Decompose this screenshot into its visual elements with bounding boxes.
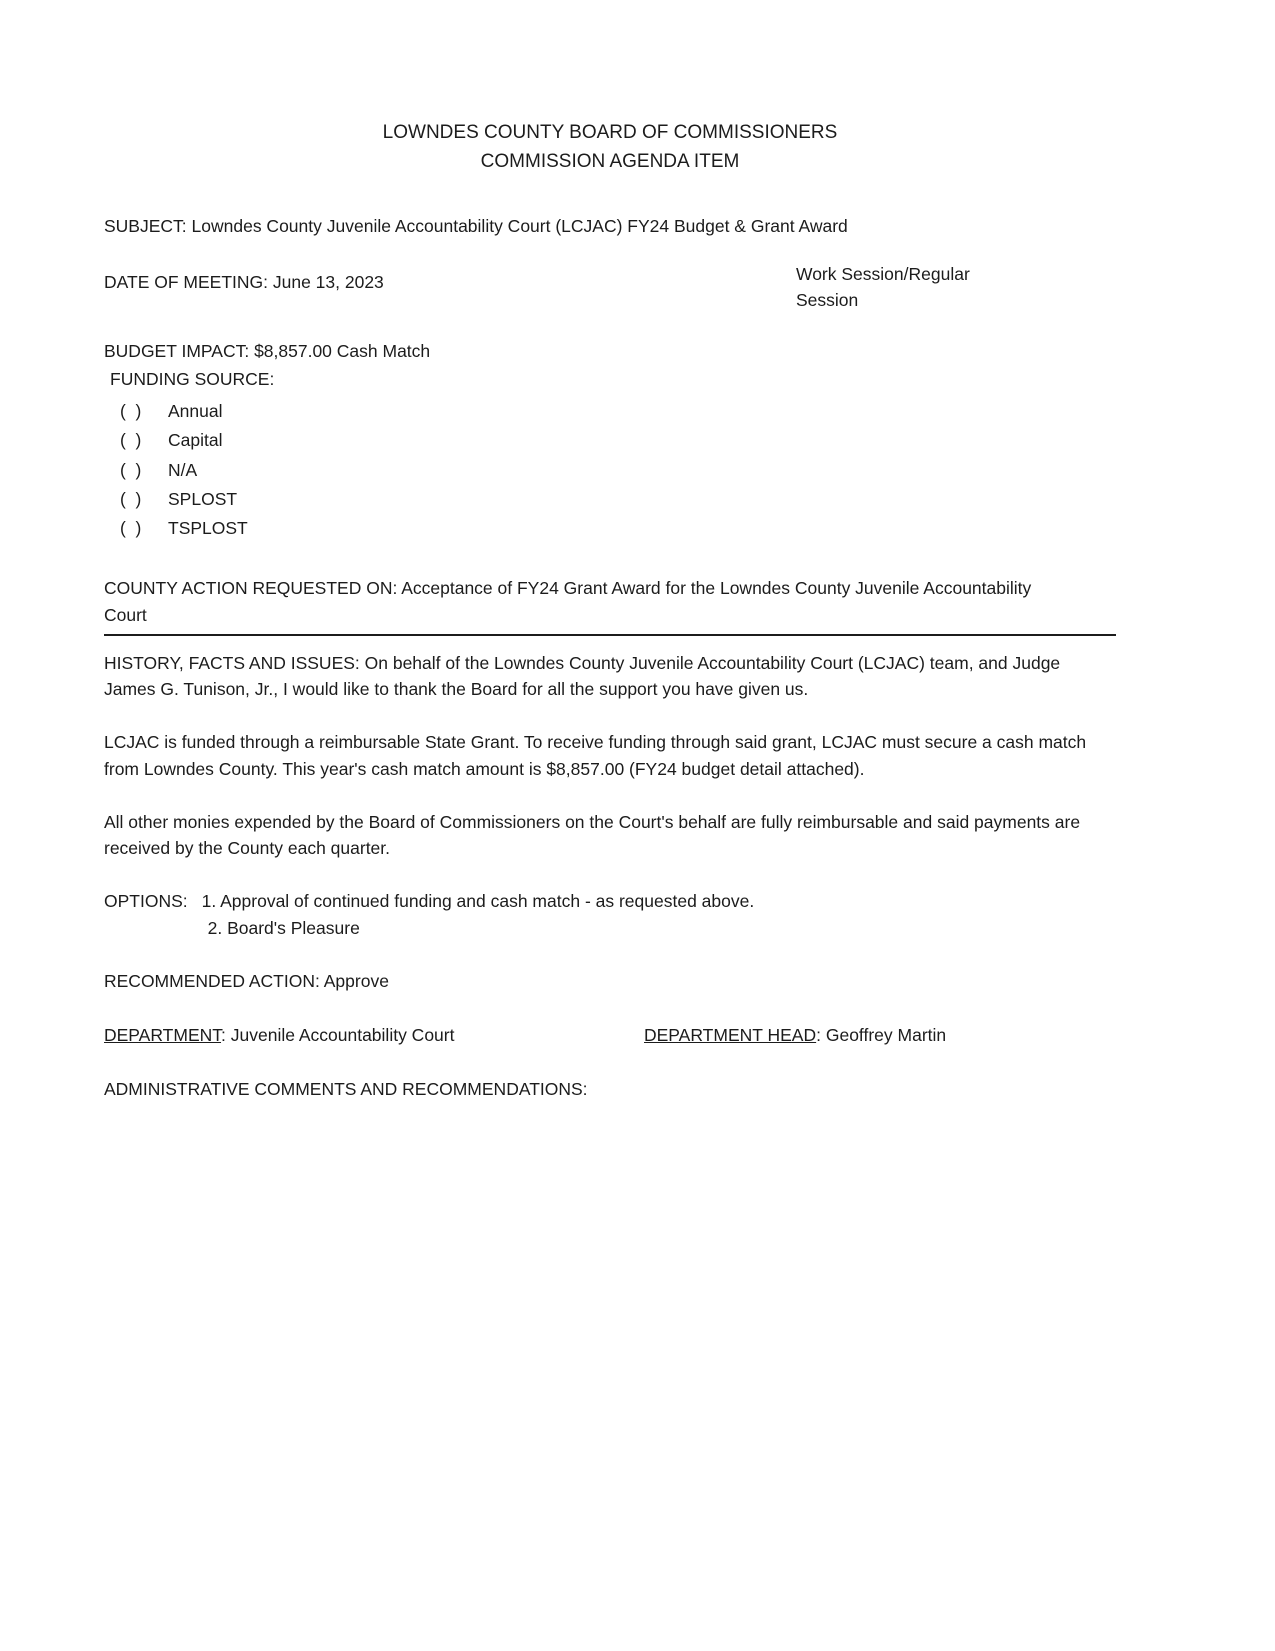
budget-impact: BUDGET IMPACT: $8,857.00 Cash Match <box>104 340 431 361</box>
divider-rule <box>104 634 1116 636</box>
history-paragraph-1: HISTORY, FACTS AND ISSUES: On behalf of the Lowndes County Juvenile Accountability Court (LCJAC) team, and Judge James G. Tunison, Jr., I would like to thank the Board for all the support you have given us. <box>104 652 1061 700</box>
funding-option-annual <box>120 398 1116 424</box>
recommended-action: RECOMMENDED ACTION: Approve <box>104 970 389 991</box>
funding-source-list <box>120 398 1116 541</box>
checkbox-mark: ( ) <box>120 430 142 451</box>
county-action-requested: COUNTY ACTION REQUESTED ON: Acceptance of FY24 Grant Award for the Lowndes County Juvenile Accountability Court <box>104 578 1032 625</box>
checkbox-mark: ( ) <box>120 459 142 480</box>
funding-option-label: N/A <box>168 459 198 480</box>
administrative-comments: ADMINISTRATIVE COMMENTS AND RECOMMENDATIONS: <box>104 1079 588 1100</box>
department-head-label: DEPARTMENT HEAD <box>644 1025 817 1046</box>
funding-option-capital <box>120 427 1116 453</box>
funding-option-label: Annual <box>168 401 223 422</box>
checkbox-mark: ( ) <box>120 488 142 509</box>
title-line-1: LOWNDES COUNTY BOARD OF COMMISSIONERS <box>382 122 838 143</box>
funding-option-na <box>120 457 1116 483</box>
option-2: 2. Board's Pleasure <box>207 917 360 938</box>
history-paragraph-3: All other monies expended by the Board of Commissioners on the Court's behalf are fully reimbursable and said payments are received by the County each quarter. <box>104 811 1081 859</box>
funding-option-label: SPLOST <box>168 488 238 509</box>
options-label: OPTIONS: <box>104 891 188 912</box>
document-title <box>104 118 1116 177</box>
options-section <box>104 888 1116 941</box>
checkbox-mark: ( ) <box>120 401 142 422</box>
department-label: DEPARTMENT <box>104 1025 222 1046</box>
history-paragraph-2: LCJAC is funded through a reimbursable State Grant. To receive funding through said grant, LCJAC must secure a cash match from Lowndes County. This year's cash match amount is $8,857.00 (FY24 budget detail attached). <box>104 732 1087 779</box>
subject-line: SUBJECT: Lowndes County Juvenile Accountability Court (LCJAC) FY24 Budget & Grant Award <box>104 215 848 236</box>
date-session-row <box>104 261 1116 314</box>
funding-option-label: TSPLOST <box>168 518 248 539</box>
date-of-meeting: DATE OF MEETING: June 13, 2023 <box>104 272 384 293</box>
checkbox-mark: ( ) <box>120 518 142 539</box>
department-row <box>104 1022 1116 1048</box>
session-type: Work Session/Regular Session <box>796 264 970 311</box>
funding-source-label: FUNDING SOURCE: <box>110 368 275 389</box>
department-value: : Juvenile Accountability Court <box>221 1025 455 1046</box>
title-line-2: COMMISSION AGENDA ITEM <box>480 151 740 173</box>
department-head-value: : Geoffrey Martin <box>816 1025 947 1046</box>
options-items <box>202 888 755 941</box>
option-1: 1. Approval of continued funding and cash match - as requested above. <box>201 891 755 912</box>
funding-option-label: Capital <box>168 430 223 451</box>
document-content <box>104 118 1116 1103</box>
department-head-field <box>644 1022 946 1048</box>
funding-option-splost <box>120 486 1116 512</box>
department-field <box>104 1022 644 1048</box>
funding-option-tsplost <box>120 515 1116 541</box>
